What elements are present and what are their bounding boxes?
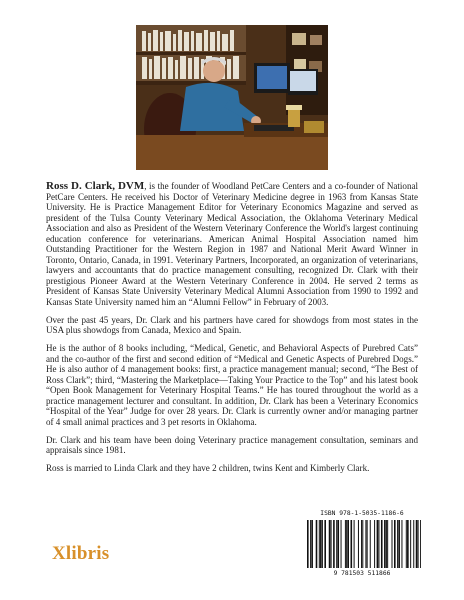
bio-paragraph-books: He is the author of 8 books including, “Medical, Genetic, and Behavioral Aspects of Purebred Cats” and the co-author of the first and second edition of “Medical and Genetic Aspects of Purebred Dogs.” He is also author of 4 management books: first, a practice management manual; second, “The Best of Ross Clark”; third, “Mastering the Marketplace—Taking Your Practice to the Top” and his latest book “Open Book Management for Veterinary Hospital Teams.” He has toured throughout the world as a practice management lecturer and consultant. In addition, Dr. Clark has been a Veterinary Economics “Hospital of the Year” Judge for over 28 years. Dr. Clark is currently owner and/or managing partner of 4 small animal practices and 3 pet resorts in Oklahoma.: [46, 343, 418, 427]
bio-paragraph-consultation: Dr. Clark and his team have been doing Veterinary practice management consultation, seminars and appraisals since 1981.: [46, 434, 418, 455]
barcode-bar: [387, 520, 388, 568]
barcode-bar: [361, 520, 362, 568]
bio-paragraph-showdogs: Over the past 45 years, Dr. Clark and his partners have cared for showdogs from most states in the USA plus showdogs from Canada, Mexico and Spain.: [46, 314, 418, 335]
barcode-bar: [397, 520, 398, 568]
barcode-bar: [394, 520, 396, 568]
barcode-bar: [354, 520, 355, 568]
barcode-bar: [385, 520, 387, 568]
barcode-bar: [416, 520, 418, 568]
bio-intro-paragraph: [46, 181, 418, 307]
barcode-bar: [370, 520, 371, 568]
barcode-bar: [407, 520, 409, 568]
barcode-bar: [410, 520, 411, 568]
barcode-bar: [418, 520, 419, 568]
barcode-bar: [378, 520, 379, 568]
author-name: Ross D. Clark, DVM: [46, 180, 145, 192]
barcode-bar: [337, 520, 339, 568]
barcode-bar: [324, 520, 326, 568]
barcode-bar: [362, 520, 363, 568]
xlibris-logo: Xlibris: [52, 543, 110, 564]
barcode-bar: [381, 520, 383, 568]
barcode-bar: [316, 520, 318, 568]
barcode-bar: [333, 520, 335, 568]
bio-intro-text: , is the founder of Woodland PetCare Centers and a co-founder of National PetCare Centers. He received his Doctor of Veterinary Medicine degree in 1963 from Kansas State University. He is Practice Management Editor for Veterinary Economics Magazine and served as president of the Tulsa County Veterinary Medical Association, the Oklahoma Veterinary Medical Association and also as President of the Western Veterinary Conference the World's largest continuing education conference for veterinarians. American Animal Hospital Association named him Outstanding Practitioner for the Western Region in 1987 and National Merit Award Winner in Toronto, Ontario, Canada, in 1991. Veterinary Partners, Incorporated, an organization of veterinarians, lawyers and accountants that do practice management consulting, recognized Dr. Clark with their prestigious Pioneer Award at the Western Veterinary Conference in 2004. He served 2 terms as President of Kansas State University Veterinary Medical Alumni Association from 1990 to 1992 and Kansas State University named him an “Alumni Fellow” in February of 2003.: [46, 181, 418, 307]
barcode-bar: [320, 520, 322, 568]
author-photo-illustration: [136, 25, 328, 170]
barcode-bar: [348, 520, 349, 568]
barcode-bar: [346, 520, 348, 568]
barcode-bar: [365, 520, 366, 568]
barcode-bar: [329, 520, 331, 568]
barcode-bar: [331, 520, 332, 568]
author-photo: [136, 25, 328, 170]
barcode-bar: [374, 520, 375, 568]
barcode-bar: [311, 520, 313, 568]
barcode-bar: [341, 520, 342, 568]
barcode-bar: [413, 520, 414, 568]
barcode-bar: [384, 520, 385, 568]
isbn-line: ISBN 978-1-5035-1186-6: [320, 510, 404, 517]
barcode-bar: [358, 520, 359, 568]
barcode-bar: [319, 520, 320, 568]
barcode-bar: [310, 520, 311, 568]
barcode-bar: [351, 520, 353, 568]
barcode-bar: [392, 520, 393, 568]
barcode-bar: [406, 520, 407, 568]
bio-paragraph-family: Ross is married to Linda Clark and they have 2 children, twins Kent and Kimberly Clark.: [46, 463, 370, 473]
barcode-bar: [377, 520, 379, 568]
isbn-barcode: [303, 510, 421, 590]
barcode-bar: [322, 520, 323, 568]
barcode-bars: [303, 520, 421, 570]
barcode-bar: [420, 520, 421, 568]
barcode-bar: [336, 520, 337, 568]
barcode-bar: [398, 520, 400, 568]
barcode-bar: [345, 520, 346, 568]
barcode-bar: [401, 520, 402, 568]
author-bio: [46, 181, 418, 481]
barcode-digits: 9 781503 511866: [333, 570, 391, 577]
barcode-bar: [307, 520, 309, 568]
barcode-bar: [367, 520, 368, 568]
